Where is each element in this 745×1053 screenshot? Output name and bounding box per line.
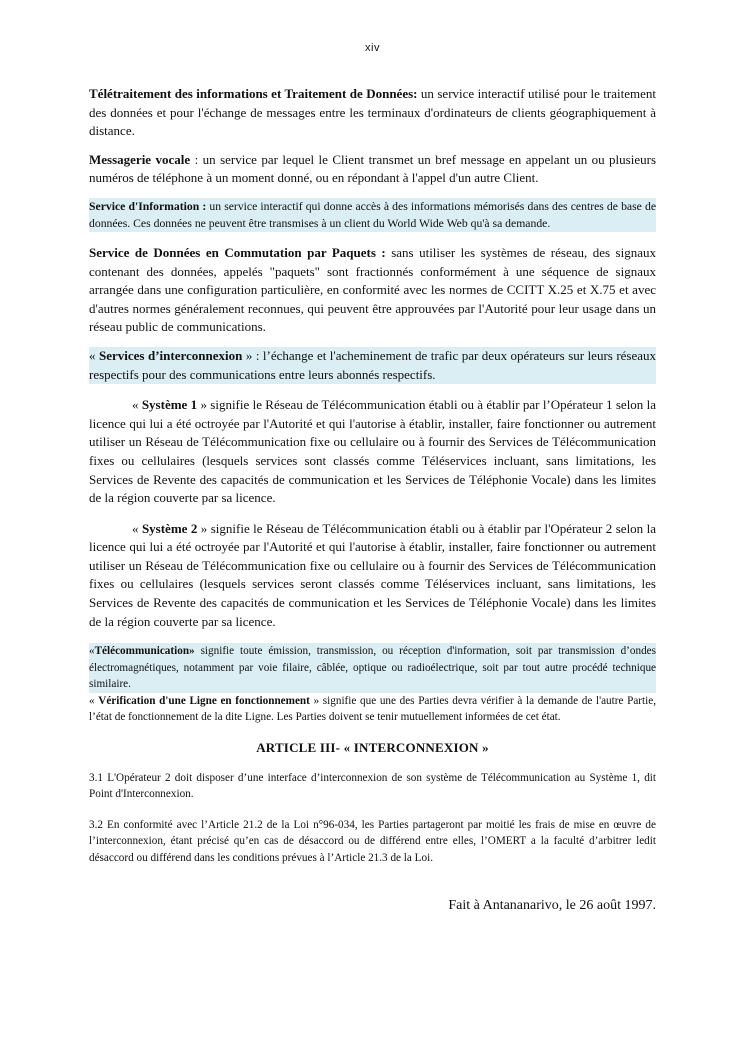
- definition-telecommunication: [89, 643, 656, 693]
- clause-3-1: 3.1 L'Opérateur 2 doit disposer d’une interface d’interconnexion de son système de Télécommunication au Système 1, dit Point d'Interconnexion.: [89, 771, 656, 801]
- article-title: ARTICLE III- « INTERCONNEXION »: [256, 739, 489, 755]
- definition-prefix: «: [89, 694, 99, 707]
- definition-text: un service interactif utilisé pour le traitement des données et pour l'échange de messages entre les terminaux d'ordinateurs de clients géographiquement à distance.: [89, 86, 656, 139]
- page-number: xiv: [365, 42, 380, 54]
- definition-text: sans utiliser les systèmes de réseau, des signaux contenant des données, appelés "paquets" sont fractionnés conformément à une séquence de signaux arrangée dans une configuration particulière, en conformité avec les normes de CCITT X.25 et X.75 et avec d'autres normes généralement reconnues, qui peuvent être approuvées par l'Autorité pour leur usage dans un réseau public de communications.: [89, 244, 656, 335]
- definition-prefix: «: [89, 347, 99, 363]
- definition-services-interconnexion: [89, 347, 656, 384]
- definition-term: Services d’interconnexion: [99, 347, 243, 363]
- clause-3-2: 3.2 En conformité avec l’Article 21.2 de la Loi n°96-034, les Parties partageront par moitié les frais de mise en œuvre de l’interconnexion, étant précisé qu’en cas de désaccord ou de différend entre elles, l’OMERT a la faculté d’arbitrer ledit désaccord ou différend dans les conditions prévues à l’Article 21.3 de la Loi.: [89, 818, 656, 864]
- definition-text: signifie toute émission, transmission, ou réception d'information, soit par transmission d’ondes électromagnétiques, notamment par voie filaire, câblée, optique ou radioélectrique, soit par tout autre procédé technique similaire.: [89, 645, 656, 691]
- definition-term: Télétraitement des informations et Traitement de Données:: [89, 86, 418, 101]
- definition-verification-ligne: [89, 693, 656, 726]
- definition-term: Service de Données en Commutation par Paquets :: [89, 244, 386, 260]
- definition-term: Service d'Information :: [89, 199, 207, 213]
- definition-term: Système 2: [141, 520, 198, 536]
- definition-service-information: [89, 198, 656, 232]
- definition-text: » signifie le Réseau de Télécommunication établi ou à établir par l’Opérateur 1 selon la licence qui lui a été octroyée par l'Autorité et qui l'autorise à établir, installer, faire fonctionner ou autrement utiliser un Réseau de Télécommunication fixe ou cellulaire ou à fournir des Services de Télécommunication fixes ou cellulaires (lesquels services sont classés comme Téléservices incluant, sans limitations, les Services de Revente des capacités de communication et les Services de Téléphonie Vocale) dans les limites de la région couverte par sa licence.: [89, 397, 657, 506]
- definition-term: Télécommunication»: [94, 645, 195, 658]
- definition-text: » signifie que une des Parties devra vérifier à la demande de l'autre Partie, l’état de fonctionnement de la dite Ligne. Les Parties doivent se tenir mutuellement informées de cet état.: [89, 694, 656, 724]
- definition-donnees-paquets: [89, 244, 656, 337]
- definition-text: » : l’échange et l'acheminement de trafic par deux opérateurs sur leurs réseaux respectifs pour des communications entre leurs abonnés respectifs.: [89, 347, 657, 382]
- definition-messagerie-vocale: [89, 151, 656, 188]
- definition-term: Système 1: [141, 397, 198, 413]
- definition-prefix: «: [89, 645, 95, 658]
- definition-text: un service interactif qui donne accès à des informations mémorisés dans des centres de base de données. Ces données ne peuvent être transmises à un client du World Wide Web qu'à sa demande.: [89, 199, 657, 230]
- signoff: Fait à Antananarivo, le 26 août 1997.: [448, 898, 656, 914]
- definition-systeme-2: [89, 520, 656, 632]
- definition-term: Vérification d'une Ligne en fonctionnement: [98, 694, 310, 707]
- definition-prefix: «: [132, 397, 142, 413]
- definition-term: Messagerie vocale: [89, 151, 191, 167]
- definition-teletraitement: [89, 85, 656, 141]
- definition-text: » signifie le Réseau de Télécommunication établi ou à établir par l'Opérateur 2 selon la licence qui lui a été octroyée par l'Autorité et qui l'autorise à établir, installer, faire fonctionner ou autrement utiliser un Réseau de Télécommunication fixe ou cellulaire ou à fournir des Services de Télécommunication fixes ou cellulaires (lesquels services seront classés comme Téléservices incluant, sans limitations, les Services de Revente des capacités de communication et les Services de Téléphonie Vocale) dans les limites de la région couverte par sa licence.: [89, 520, 657, 629]
- definition-prefix: «: [132, 520, 142, 536]
- definition-text: : un service par lequel le Client transmet un bref message en appelant un ou plusieurs numéros de téléphone à un moment donné, ou en répondant à l'appel d'un autre Client.: [89, 151, 657, 186]
- definition-systeme-1: [89, 396, 656, 508]
